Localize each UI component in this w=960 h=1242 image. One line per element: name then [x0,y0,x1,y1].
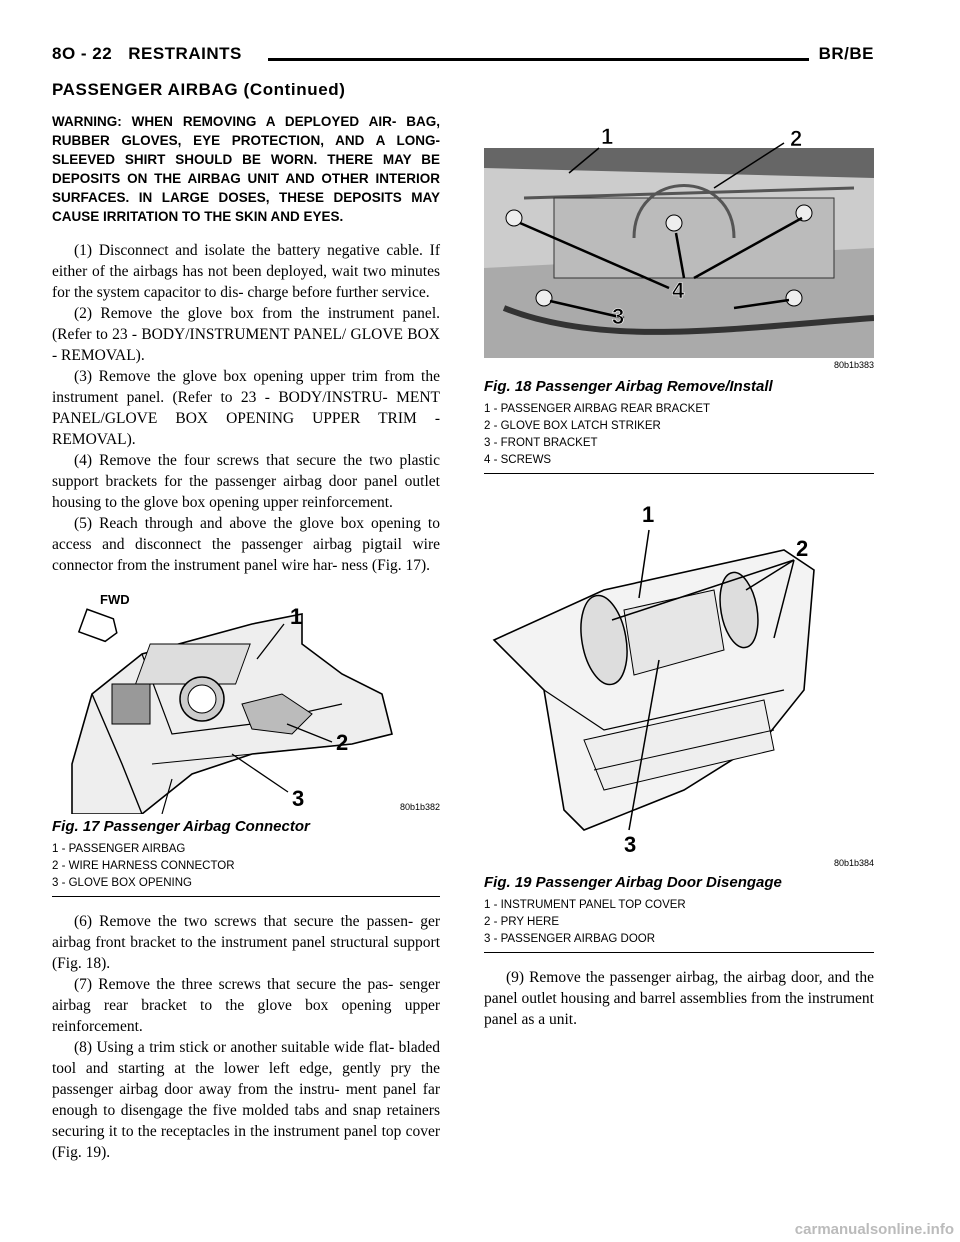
fig18-code: 80b1b383 [833,360,874,370]
fig18-callout-2: 2 [790,126,803,151]
page-header [52,44,874,70]
step-8: (8) Using a trim stick or another suitable wide flat- bladed tool and starting at the lower left edge, gently pry the passenger airbag door away from the instru- ment panel far enough to disengage the five molded tabs and snap retainers securing it to the receptacles in the instrument panel top cover (Fig. 19). [52,1039,440,1161]
fig18-legend-item: 3 - FRONT BRACKET [484,437,598,449]
fig19-caption: Fig. 19 Passenger Airbag Door Disengage [484,874,782,891]
model-code: BR/BE [809,44,874,64]
step-9: (9) Remove the passenger airbag, the airbag door, and the panel outlet housing and barrel assemblies from the instrument panel as a unit. [484,969,874,1028]
figure-18-illustration [484,118,874,368]
fig18-callout-3: 3 [612,304,625,329]
figure-17 [52,584,440,814]
fig18-legend-item: 4 - SCREWS [484,454,552,466]
right-column [484,118,874,1030]
fig17-legend [52,841,440,892]
section-title: PASSENGER AIRBAG (Continued) [52,80,346,99]
step-5: (5) Reach through and above the glove box opening to access and disconnect the passenger airbag pigtail wire connector from the instrument panel wire har- ness (Fig. 17). [52,515,440,574]
fig19-callout-1: 1 [642,502,655,527]
fig19-callout-2: 2 [796,536,809,561]
figure-19-illustration [484,490,874,870]
step-2: (2) Remove the glove box from the instrument panel. (Refer to 23 - BODY/INSTRUMENT PANEL/ GLOVE BOX - REMOVAL). [52,305,440,364]
section-name: RESTRAINTS [128,44,242,63]
fig18-callout-1: 1 [601,124,614,149]
fig18-legend-item: 2 - GLOVE BOX LATCH STRIKER [484,420,661,432]
step-1: (1) Disconnect and isolate the battery negative cable. If either of the airbags has not been deployed, wait two minutes for the system capacitor to dis- charge before further service. [52,242,440,301]
warning-text: WARNING: WHEN REMOVING A DEPLOYED AIR- BAG, RUBBER GLOVES, EYE PROTECTION, AND A LONG-SLEEVED SHIRT SHOULD BE WORN. THERE MAY BE DEPOSITS ON THE AIRBAG UNIT AND OTHER INTERIOR SURFACES. IN LARGE DOSES, THESE DEPOSITS MAY CAUSE IRRITATION TO THE SKIN AND EYES. [52,114,440,224]
step-7: (7) Remove the three screws that secure the pas- senger airbag rear bracket to the glove box opening upper reinforcement. [52,976,440,1035]
page-number: 8O - 22 [52,44,113,63]
fig17-callout-3: 3 [292,786,305,811]
left-column [52,112,440,1163]
fig18-callout-4: 4 [672,278,685,303]
fig17-caption: Fig. 17 Passenger Airbag Connector [52,818,310,835]
fig17-legend-item: 1 - PASSENGER AIRBAG [52,843,186,855]
watermark: carmanualsonline.info [794,1221,954,1238]
figure-19 [484,490,874,870]
fig19-legend-item: 1 - INSTRUMENT PANEL TOP COVER [484,899,686,911]
fig17-legend-item: 2 - WIRE HARNESS CONNECTOR [52,860,235,872]
header-left [52,44,268,64]
fig18-rule [484,473,874,474]
fig17-legend-item: 3 - GLOVE BOX OPENING [52,877,192,889]
fig17-code: 80b1b382 [399,802,440,812]
fig19-legend-item: 3 - PASSENGER AIRBAG DOOR [484,933,656,945]
step-3: (3) Remove the glove box opening upper trim from the instrument panel. (Refer to 23 - BODY/INSTRU- MENT PANEL/GLOVE BOX OPENING UPPER TRIM - REMOVAL). [52,368,440,448]
step-6: (6) Remove the two screws that secure the passen- ger airbag front bracket to the instrument panel structural support (Fig. 18). [52,913,440,972]
step-4: (4) Remove the four screws that secure the two plastic support brackets for the passenger airbag door panel outlet housing to the glove box opening upper reinforcement. [52,452,440,511]
fig17-callout-2: 2 [336,730,349,755]
figure-18 [484,118,874,368]
fig19-legend [484,897,874,948]
fig18-legend [484,401,874,469]
figure-17-illustration [52,584,440,814]
fig18-caption: Fig. 18 Passenger Airbag Remove/Install [484,378,773,395]
fig18-legend-item: 1 - PASSENGER AIRBAG REAR BRACKET [484,403,711,415]
fwd-label: FWD [100,592,130,607]
fig17-callout-1: 1 [290,604,303,629]
fig19-callout-3: 3 [624,832,637,857]
fig19-code: 80b1b384 [833,858,874,868]
fig19-legend-item: 2 - PRY HERE [484,916,559,928]
